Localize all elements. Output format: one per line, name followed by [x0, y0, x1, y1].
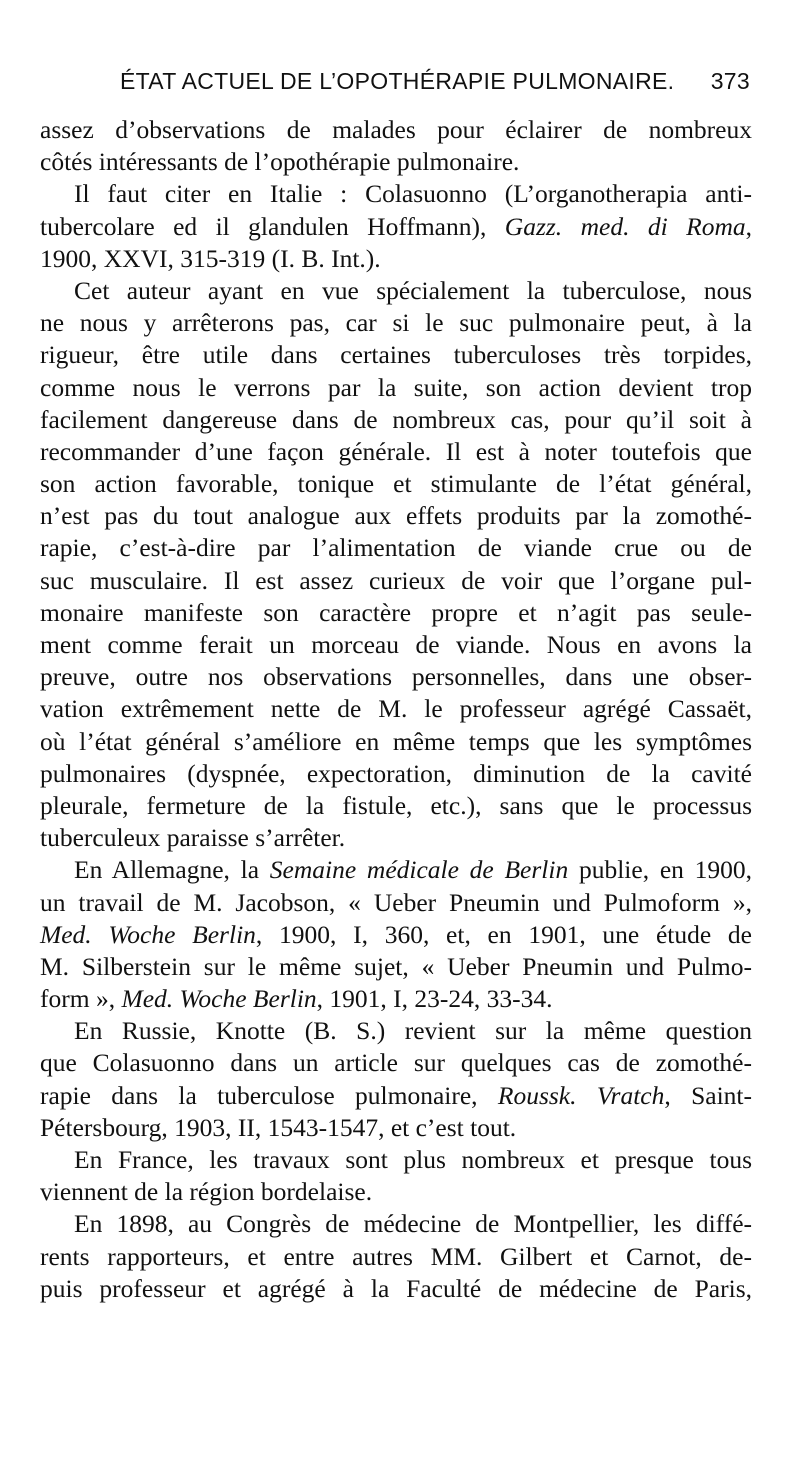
text-line [40, 468, 752, 500]
text-line [40, 404, 752, 436]
text-line [40, 951, 752, 983]
text-run: rapie dans la tuberculose pulmonaire, [40, 1080, 498, 1110]
text-run: En Allemagne, la [74, 855, 270, 885]
text-run: rents rapporteurs, et entre autres MM. Gilbert et Carnot, de- [40, 1241, 752, 1271]
text-run-italic: Med. Woche Berlin [40, 919, 256, 949]
text-line [40, 661, 752, 693]
text-run: tubercolare ed il glandulen Hoffmann), [40, 211, 505, 241]
running-head [40, 68, 750, 108]
text-line [40, 597, 752, 629]
text-run: En 1898, au Congrès de médecine de Montpellier, les diffé- [74, 1209, 752, 1239]
text-run-italic: Med. Woche Berlin [121, 984, 317, 1014]
text-run: côtés intéressants de l’opothérapie pulmonaire. [40, 147, 520, 177]
text-line [40, 629, 752, 661]
text-line [40, 114, 752, 146]
text-line [40, 854, 752, 886]
text-run: , Saint- [664, 1080, 752, 1110]
text-line [40, 178, 752, 210]
text-line [40, 1015, 752, 1047]
text-run: Cet auteur ayant en vue spécialement la tuberculose, nous [74, 275, 752, 305]
text-run: facilement dangereuse dans de nombreux cas, pour qu’il soit à [40, 404, 752, 434]
text-line [40, 1047, 752, 1079]
text-line [40, 983, 752, 1015]
text-line [40, 500, 752, 532]
text-run: En France, les travaux sont plus nombreux et presque tous [74, 1145, 752, 1174]
text-line [40, 822, 752, 854]
text-line [40, 275, 752, 307]
text-run: monaire manifeste son caractère propre et n’agit pas seule- [40, 597, 752, 627]
text-run: En Russie, Knotte (B. S.) revient sur la même question [74, 1016, 752, 1046]
text-run: ne nous y arrêterons pas, car si le suc pulmonaire peut, à la [40, 308, 752, 338]
text-line [40, 726, 752, 758]
text-run-italic: Semaine médicale de Berlin [269, 855, 569, 885]
text-run: , 1901, I, 23-24, 33-34. [316, 984, 553, 1014]
text-line [40, 243, 752, 275]
text-run: pulmonaires (dyspnée, expectoration, diminution de la cavité [40, 758, 752, 788]
text-run: M. Silberstein sur le même sujet, « Ueber Pneumin und Pulmo- [40, 951, 752, 981]
text-run: , 1900, I, 360, et, en 1901, une étude de [255, 919, 752, 949]
text-run: ment comme ferait un morceau de viande. Nous en avons la [40, 630, 752, 659]
text-run: où l’état général s’améliore en même temps que les symptômes [40, 726, 752, 756]
text-line [40, 211, 752, 243]
text-line [40, 887, 752, 919]
text-run: tuberculeux paraisse s’arrêter. [40, 823, 346, 853]
text-run: son action favorable, tonique et stimulante de l’état général, [40, 469, 752, 499]
text-line [40, 1144, 752, 1176]
text-line [40, 436, 752, 468]
text-run: pleurale, fermeture de la fistule, etc.), sans que le processus [40, 790, 752, 820]
text-line [40, 919, 752, 951]
running-title: ÉTAT ACTUEL DE L’OPOTHÉRAPIE PULMONAIRE. [120, 68, 675, 94]
text-run: 1900, XXVI, 315-319 (I. B. Int.). [40, 243, 381, 273]
text-run: rigueur, être utile dans certaines tuberculoses très torpides, [40, 340, 752, 370]
text-run: puis professeur et agrégé à la Faculté de médecine de Paris, [40, 1273, 752, 1303]
text-line [40, 1241, 752, 1273]
text-run: , [745, 211, 752, 241]
text-run: publie, en 1900, [568, 855, 752, 885]
text-line [40, 339, 752, 371]
text-line [40, 1176, 752, 1208]
text-line [40, 307, 752, 339]
text-run: preuve, outre nos observations personnelles, dans une obser- [40, 662, 752, 692]
text-run: rapie, c’est-à-dire par l’alimentation de viande crue ou de [40, 533, 752, 563]
text-line [40, 1208, 752, 1240]
text-run: n’est pas du tout analogue aux effets produits par la zomothé- [40, 501, 752, 531]
text-run: suc musculaire. Il est assez curieux de voir que l’organe pul- [40, 565, 752, 595]
text-line [40, 532, 752, 564]
page-number: 373 [710, 68, 750, 94]
text-line [40, 790, 752, 822]
text-run: Pétersbourg, 1903, II, 1543-1547, et c’est tout. [40, 1112, 517, 1142]
text-run: vation extrêmement nette de M. le professeur agrégé Cassaët, [40, 694, 752, 724]
text-run: un travail de M. Jacobson, « Ueber Pneumin und Pulmoform », [40, 887, 752, 917]
text-run: form », [40, 984, 122, 1014]
text-run: assez d’observations de malades pour éclairer de nombreux [40, 115, 752, 144]
body-text [40, 114, 752, 1305]
text-line [40, 1080, 752, 1112]
text-run: recommander d’une façon générale. Il est à noter toutefois que [40, 436, 752, 466]
text-run: viennent de la région bordelaise. [40, 1177, 373, 1207]
text-line [40, 565, 752, 597]
text-run: Il faut citer en Italie : Colasuonno (L’organotherapia anti- [74, 179, 752, 209]
text-line [40, 372, 752, 404]
text-line [40, 146, 752, 178]
text-line [40, 1112, 752, 1144]
text-line [40, 1273, 752, 1305]
text-run: que Colasuonno dans un article sur quelques cas de zomothé- [40, 1048, 752, 1078]
text-line [40, 693, 752, 725]
text-run-italic: Roussk. Vratch [497, 1080, 665, 1110]
text-run-italic: Gazz. med. di Roma [504, 211, 746, 241]
text-line [40, 758, 752, 790]
text-run: comme nous le verrons par la suite, son action devient trop [40, 372, 752, 402]
